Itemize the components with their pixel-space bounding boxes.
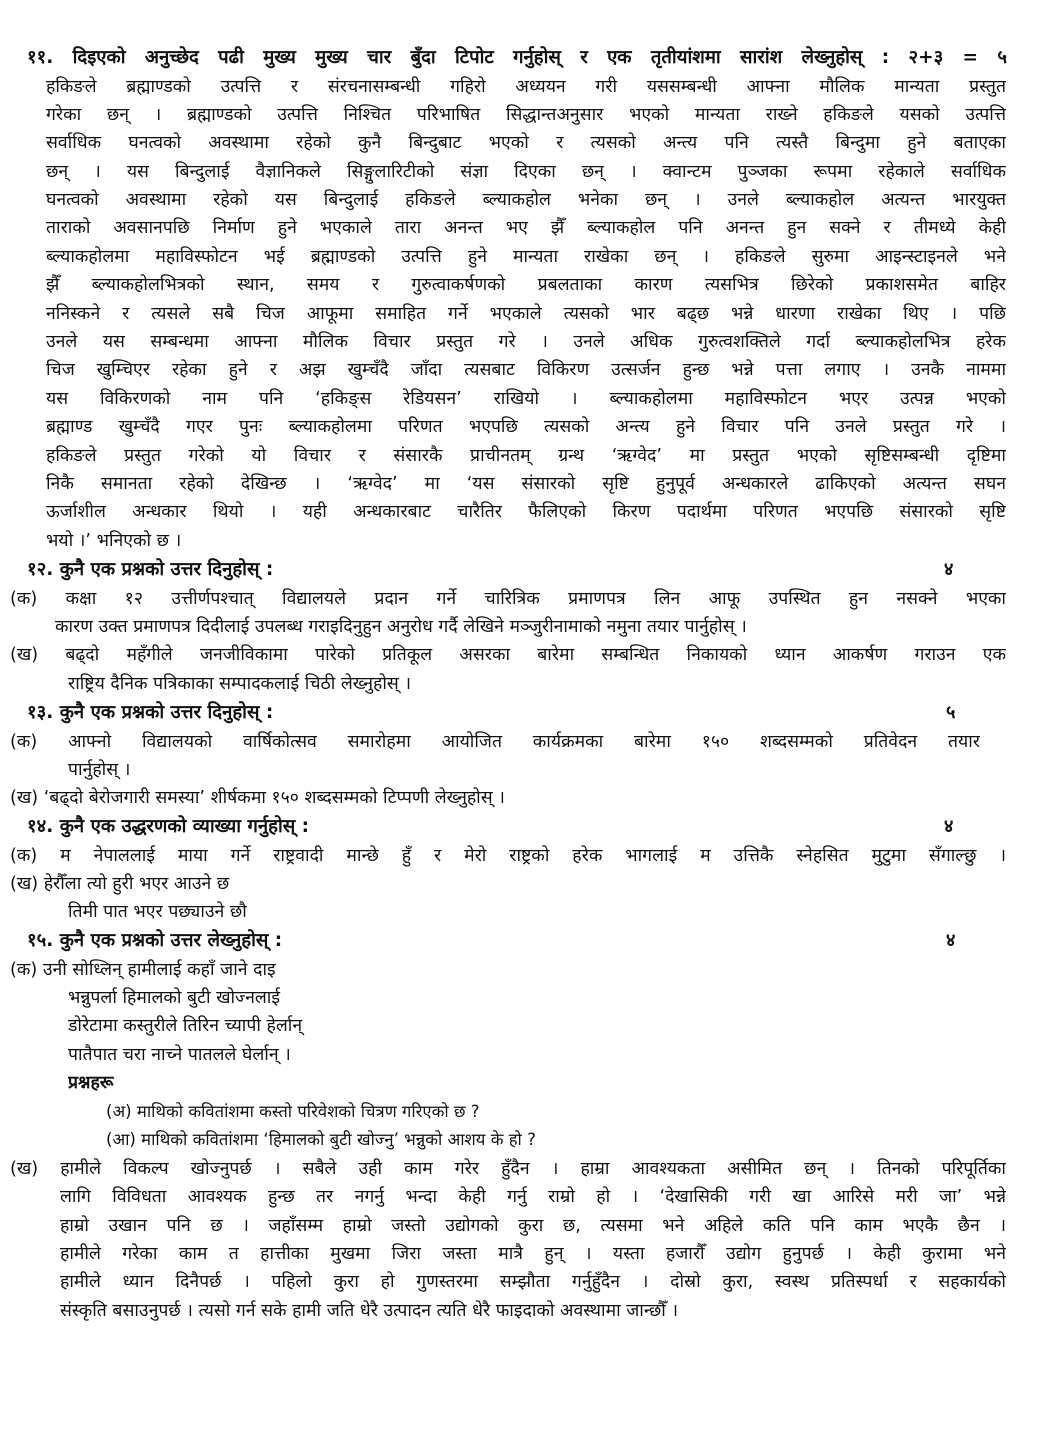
q11-passage-line: सर्वाधिक घनत्वको अवस्थामा रहेको कुनै बिन्दुबाट भएको र त्यसको अन्त्य पनि त्यस्तै बिन्दुमा हुने बताएका [46,133,1006,153]
q15-sub-question-a: (अ) माथिको कवितांशमा कस्तो परिवेशको चित्रण गरिएको छ ? [106,1102,480,1121]
q15-option-kha-line: हाम्रो उखान पनि छ । जहाँसम्म हाम्रो जस्तो उद्योगको कुरा छ, त्यसमा भने अहिले कति पनि काम भएकै छैन । [60,1216,1006,1236]
q13-heading: १३. कुनै एक प्रश्नको उत्तर दिनुहोस् : [27,702,274,723]
q11-passage-line: हकिङले प्रस्तुत गरेको यो विचार र संसारकै प्राचीनतम् ग्रन्थ ‘ऋग्वेद’ मा प्रस्तुत भएको सृष्टिसम्बन्धी दृष्टिमा [46,446,1006,466]
q15-poem-line: पातैपात चरा नाच्ने पातलले घेर्लान् । [68,1045,291,1065]
q15-option-kha: (ख) हामीले विकल्प खोज्नुपर्छ । सबैले उही काम गरेर हुँदैन । हाम्रा आवश्यकता असीमित छन् । तिनको परिपूर्तिका [10,1159,1006,1179]
q13-option-kha: (ख) ‘बढ्दो बेरोजगारी समस्या’ शीर्षकमा १५० शब्दसम्मको टिप्पणी लेख्नुहोस् । [10,788,505,808]
q11-passage-line: घनत्वको अवस्थामा रहेको यस बिन्दुलाई हकिङले ब्ल्याकहोल भनेका छन् । उनले ब्ल्याकहोल अत्यन्त भारयुक्त [46,190,1006,210]
q14-option-kha-cont: तिमी पात भएर पछ्याउने छौ [68,902,247,922]
q11-passage-line: ताराको अवसानपछि निर्माण हुने भएकाले तारा अनन्त भए झैँ ब्ल्याकहोल पनि अनन्त हुन सक्ने र तीमध्ये केही [46,218,1006,238]
q12-option-ka: (क) कक्षा १२ उत्तीर्णपश्चात् विद्यालयले प्रदान गर्ने चारित्रिक प्रमाणपत्र लिन आफू उपस्थित हुन नसक्ने भएका [10,589,1006,609]
q13-marks: ५ [946,702,956,723]
q11-passage-line: यस विकिरणको नाम पनि ‘हकिङ्स रेडियसन’ राखियो । ब्ल्याकहोलमा महाविस्फोटन भएर उत्पन्न भएको [46,389,1006,409]
q14-option-kha: (ख) हेरौँला त्यो हुरी भएर आउने छ [10,874,230,894]
q12-option-kha: (ख) बढ्दो महँगीले जनजीविकामा पारेको प्रतिकूल असरका बारेमा सम्बन्धित निकायको ध्यान आकर्षण गराउन एक [10,645,1006,665]
q15-poem-line: डोरेटामा कस्तुरीले तिरिन च्यापी हेर्लान् [68,1016,303,1036]
q15-option-kha-line: लागि विविधता आवश्यक हुन्छ तर नगर्नु भन्दा केही गर्नु राम्रो हो । ‘देखासिकी गरी खा आरिसे मरी जा’ भन्ने [60,1187,1006,1207]
q12-option-ka-cont: कारण उक्त प्रमाणपत्र दिदीलाई उपलब्ध गराइदिनुहुन अनुरोध गर्दै लेखिने मञ्जुरीनामाको नमुना तयार पार्नुहोस् । [55,617,747,637]
q12-marks: ४ [944,559,954,580]
q11-passage-line: निकै समानता रहेको देखिन्छ । ‘ऋग्वेद’ मा ‘यस संसारको सृष्टि हुनुपूर्व अन्धकारले ढाकिएको अत्यन्त सघन [46,474,1006,494]
q15-poem-line: (क) उनी सोध्लिन् हामीलाई कहाँ जाने दाइ [10,960,276,980]
q15-poem-line: भन्नुपर्ला हिमालको बुटी खोज्नलाई [68,988,280,1008]
q15-option-kha-line: हामीले गरेका काम त हात्तीका मुखमा जिरा जस्ता मात्रै हुन् । यस्ता हजारौँ उद्योग हुनुपर्छ । केही कुरामा भने [60,1244,1006,1264]
q14-marks: ४ [944,816,954,837]
q15-option-kha-line: संस्कृति बसाउनुपर्छ । त्यसो गर्न सके हामी जति धेरै उत्पादन त्यति धेरै फाइदाको अवस्थामा जान्छौँ । [60,1301,679,1321]
q11-passage-line: भयो ।’ भनिएको छ । [46,531,182,551]
q11-passage-line: चिज खुम्चिएर रहेका हुने र अझ खुम्चँदै जाँदा त्यसबाट विकिरण उत्सर्जन हुन्छ भन्ने पत्ता लगाए । उनकै नाममा [46,360,1006,380]
q11-passage-line: गरेका छन् । ब्रह्माण्डको उत्पत्ति निश्चित परिभाषित सिद्धान्तअनुसार भएको मान्यता राख्ने हकिङले यसको उत्पत्ति [46,105,1006,125]
q11-passage-line: ऊर्जाशील अन्धकार थियो । यही अन्धकारबाट चारैतिर फैलिएको किरण पदार्थमा परिणत भएपछि संसारको सृष्टि [46,502,1006,522]
q15-marks: ४ [946,930,956,951]
q11-passage-line: उनले यस सम्बन्धमा आफ्ना मौलिक विचार प्रस्तुत गरे । उनले अधिक गुरुत्वशक्तिले गर्दा ब्ल्याकहोलभित्र हरेक [46,332,1006,352]
q15-heading: १५. कुनै एक प्रश्नको उत्तर लेख्नुहोस् : [27,930,283,951]
q13-option-ka-cont: पार्नुहोस् । [68,760,131,780]
q11-passage-line: छन् । यस बिन्दुलाई वैज्ञानिकले सिङ्गुलारिटीको संज्ञा दिएका छन् । क्वान्टम पुञ्जका रूपमा रहेकाले सर्वाधिक [46,162,1006,182]
q13-option-ka: (क) आफ्नो विद्यालयको वार्षिकोत्सव समारोहमा आयोजित कार्यक्रमका बारेमा १५० शब्दसम्मको प्रतिवेदन तयार [10,732,980,752]
q12-option-kha-cont: राष्ट्रिय दैनिक पत्रिकाका सम्पादकलाई चिठी लेख्नुहोस् । [68,674,412,694]
q11-passage-line: ब्ल्याकहोलमा महाविस्फोटन भई ब्रह्माण्डको उत्पत्ति हुने मान्यता राखेका छन् । हकिङले सुरुमा आइन्स्टाइनले भने [46,247,1006,267]
q11-passage-line: ननिस्कने र त्यसले सबै चिज आफूमा समाहित गर्ने भएकाले त्यसको भार बढ्छ भन्ने धारणा राखेका थिए । पछि [46,304,1006,324]
q15-questions-label: प्रश्नहरू [68,1073,114,1093]
q15-option-kha-line: हामीले ध्यान दिनैपर्छ । पहिलो कुरा हो गुणस्तरमा सम्झौता गर्नुहुँदैन । दोस्रो कुरा, स्वस्थ प्रतिस्पर्धा र सहकार्यको [60,1272,1006,1292]
q14-option-ka: (क) म नेपाललाई माया गर्ने राष्ट्रवादी मान्छे हुँ र मेरो राष्ट्रको हरेक भागलाई म उत्तिकै स्नेहसित मुटुमा सँगाल्छु । [10,846,1006,866]
q11-passage-line: ब्रह्माण्ड खुम्चँदै गएर पुनः ब्ल्याकहोलमा परिणत भएपछि त्यसको अन्त्य हुने विचार पनि उनले प्रस्तुत गरे । [46,417,1006,437]
q14-heading: १४. कुनै एक उद्धरणको व्याख्या गर्नुहोस् : [27,816,310,837]
q15-sub-question-aa: (आ) माथिको कवितांशमा ‘हिमालको बुटी खोज्नु’ भन्नुको आशय के हो ? [106,1130,536,1149]
q11-heading: ११. दिइएको अनुच्छेद पढी मुख्य मुख्य चार बुँदा टिपोट गर्नुहोस् र एक तृतीयांशमा सारांश लेख्नुहोस् : २+३ = ५ [27,47,1007,68]
q11-passage-line: झैँ ब्ल्याकहोलभित्रको स्थान, समय र गुरुत्वाकर्षणको प्रबलताका कारण त्यसभित्र छिरेको प्रकाशसमेत बाहिर [46,275,1006,295]
q11-passage-line: हकिङले ब्रह्माण्डको उत्पत्ति र संरचनासम्बन्धी गहिरो अध्ययन गरी यससम्बन्धी आफ्ना मौलिक मान्यता प्रस्तुत [46,77,1006,97]
q12-heading: १२. कुनै एक प्रश्नको उत्तर दिनुहोस् : [27,559,274,580]
